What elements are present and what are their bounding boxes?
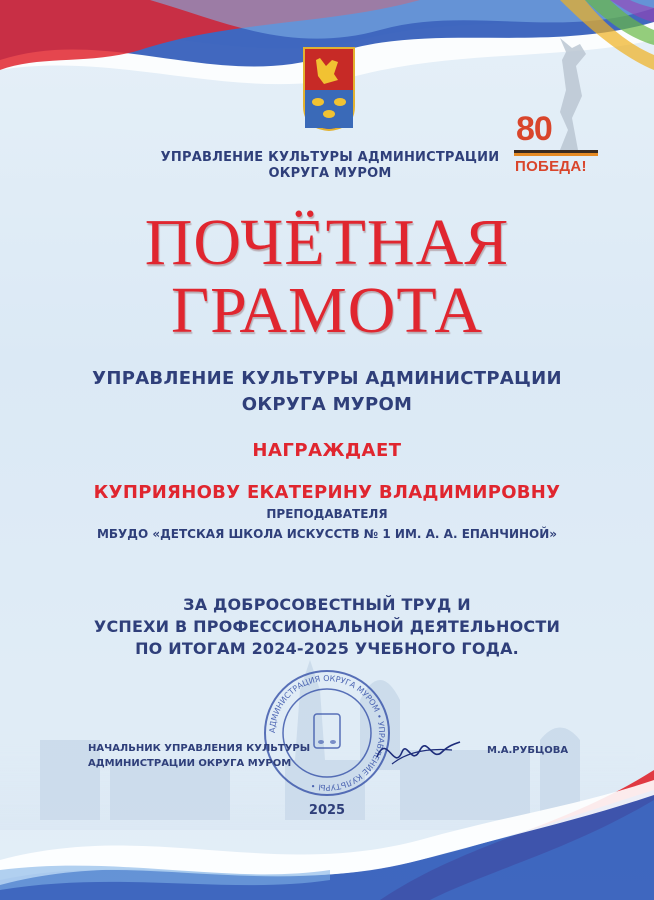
certificate-title-line-1: ПОЧЁТНАЯ <box>144 206 510 279</box>
recipient-name: КУПРИЯНОВУ ЕКАТЕРИНУ ВЛАДИМИРОВНУ <box>93 482 561 503</box>
award-reason <box>0 594 654 660</box>
svg-text:АДМИНИСТРАЦИЯ ОКРУГА МУРОМ • У: АДМИНИСТРАЦИЯ ОКРУГА МУРОМ • УПРАВЛЕНИЕ КУЛЬТУРЫ • <box>267 673 387 793</box>
certificate-title-line-2: ГРАМОТА <box>170 274 484 347</box>
body-organization <box>0 366 654 418</box>
reason-line-2: УСПЕХИ В ПРОФЕССИОНАЛЬНОЙ ДЕЯТЕЛЬНОСТИ <box>93 617 561 636</box>
reason-line-1: ЗА ДОБРОСОВЕСТНЫЙ ТРУД И <box>183 595 471 614</box>
body-org-line-2: ОКРУГА МУРОМ <box>241 394 413 415</box>
header-org-line-1: УПРАВЛЕНИЕ КУЛЬТУРЫ АДМИНИСТРАЦИИ <box>160 150 500 165</box>
awards-verb: НАГРАЖДАЕТ <box>252 440 402 461</box>
signatory-name: М.А.РУБЦОВА <box>487 745 569 756</box>
header-organization <box>150 150 510 182</box>
header-org-line-2: ОКРУГА МУРОМ <box>268 166 392 181</box>
recipient-position: ПРЕПОДАВАТЕЛЯ <box>266 507 388 521</box>
recipient-school: МБУДО «ДЕТСКАЯ ШКОЛА ИСКУССТВ № 1 ИМ. А. А. ЕПАНЧИНОЙ» <box>96 527 558 541</box>
signature-mark-icon <box>372 722 462 782</box>
certificate-year: 2025 <box>308 803 346 818</box>
reason-line-3: ПО ИТОГАМ 2024-2025 УЧЕБНОГО ГОДА. <box>135 639 519 658</box>
victory-badge-word: ПОБЕДА! <box>515 158 587 175</box>
signatory-role-line-1: НАЧАЛЬНИК УПРАВЛЕНИЯ КУЛЬТУРЫ <box>88 743 311 754</box>
monument-silhouette <box>560 38 586 150</box>
coat-of-arms-icon <box>302 46 356 132</box>
victory-80-badge-icon: 80 <box>516 110 552 148</box>
signatory-role <box>88 741 310 771</box>
signatory-role-line-2: АДМИНИСТРАЦИИ ОКРУГА МУРОМ <box>88 758 292 769</box>
body-org-line-1: УПРАВЛЕНИЕ КУЛЬТУРЫ АДМИНИСТРАЦИИ <box>92 368 562 389</box>
